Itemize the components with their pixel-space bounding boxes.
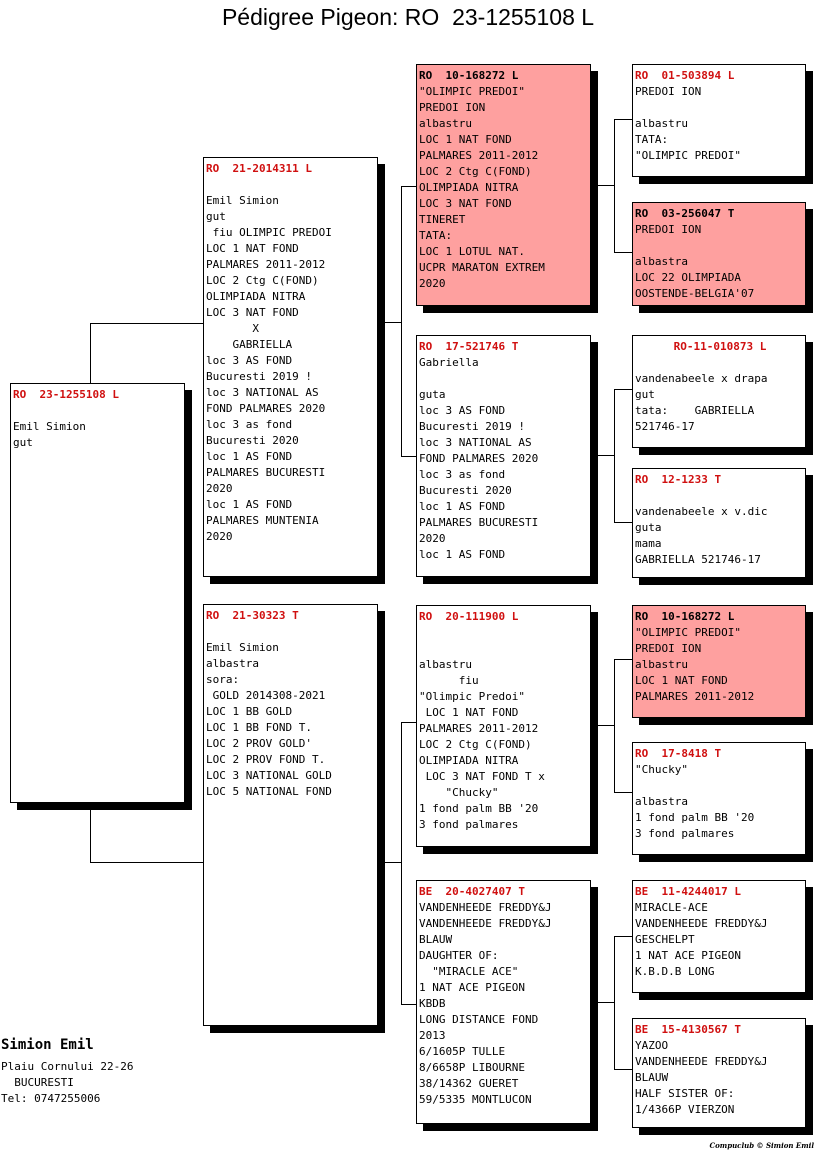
ring-number: RO 10-168272 L — [635, 610, 735, 623]
pigeon-info-line: LOC 1 NAT FOND — [419, 706, 519, 719]
pigeon-info-line: KBDB — [419, 997, 446, 1010]
pigeon-info-line: FOND PALMARES 2020 — [206, 402, 326, 415]
pigeon-info-line: LOC 3 NAT FOND — [419, 197, 512, 210]
pigeon-info-line: "Chucky" — [419, 786, 499, 799]
pigeon-card-sire-dam[interactable] — [416, 335, 591, 577]
connector-line — [614, 659, 615, 793]
pigeon-info-line — [635, 488, 805, 504]
pigeon-info-line: FOND PALMARES 2020 — [419, 452, 539, 465]
pigeon-info-line — [206, 177, 377, 193]
pigeon-info-line: 59/5335 MONTLUCON — [419, 1093, 532, 1106]
pigeon-info-line: GOLD 2014308-2021 — [206, 689, 326, 702]
pigeon-info-line: sora: — [206, 673, 240, 686]
pigeon-info-line: OOSTENDE-BELGIA'07 — [635, 287, 755, 300]
pigeon-info-line: OLIMPIADA NITRA — [206, 290, 306, 303]
pigeon-info-line: "Olimpic Predoi" — [419, 690, 525, 703]
pigeon-info-line: TATA: — [419, 229, 453, 242]
pigeon-info-line: albastru — [419, 658, 472, 671]
pigeon-info-line: loc 3 as fond — [419, 468, 506, 481]
pigeon-info-line: gut — [635, 388, 655, 401]
pigeon-info-line: 1/4366P VIERZON — [635, 1103, 735, 1116]
pigeon-info-line: albastru — [635, 117, 688, 130]
ring-number: RO-11-010873 L — [673, 340, 767, 353]
pigeon-info-line: GABRIELLA 521746-17 — [635, 553, 761, 566]
pigeon-info-line: fiu OLIMPIC PREDOI — [206, 226, 332, 239]
pigeon-info-line: albastru — [419, 117, 472, 130]
pigeon-info-line: LOC 2 Ctg C(FOND) — [419, 738, 532, 751]
pigeon-info-line: VANDENHEEDE FREDDY&J — [635, 917, 768, 930]
pigeon-card-sire-dam-sire[interactable] — [632, 335, 806, 448]
connector-line — [614, 659, 633, 660]
ring-number: BE 20-4027407 T — [419, 885, 525, 898]
pigeon-info-line: 38/14362 GUERET — [419, 1077, 519, 1090]
pigeon-info-line: loc 1 AS FOND — [206, 450, 293, 463]
ring-number: RO 01-503894 L — [635, 69, 735, 82]
pigeon-info-line: "MIRACLE ACE" — [419, 965, 519, 978]
pigeon-info-line: PALMARES 2011-2012 — [206, 258, 326, 271]
pigeon-info-line: Bucuresti 2019 ! — [206, 370, 312, 383]
pigeon-info-line: PALMARES 2011-2012 — [419, 149, 539, 162]
pigeon-info-line: "OLIMPIC PREDOI" — [635, 149, 741, 162]
pigeon-info-line: 2020 — [206, 530, 233, 543]
pigeon-info-line: Emil Simion — [206, 641, 279, 654]
pigeon-info-line: Bucuresti 2019 ! — [419, 420, 525, 433]
pigeon-info-line: loc 3 NATIONAL AS — [419, 436, 532, 449]
pigeon-info-line: GESCHELPT — [635, 933, 695, 946]
pigeon-info-line — [635, 355, 805, 371]
pigeon-info-line: albastru — [635, 658, 688, 671]
connector-line — [401, 186, 402, 457]
ring-number: BE 11-4244017 L — [635, 885, 741, 898]
pigeon-info-line: fiu — [419, 674, 479, 687]
pigeon-info-line: LOC 3 NAT FOND T x — [419, 770, 545, 783]
pigeon-info-line: LOC 1 BB FOND T. — [206, 721, 312, 734]
owner-name: Simion Emil — [1, 1037, 94, 1053]
pigeon-info-line: PALMARES BUCURESTI — [419, 516, 539, 529]
pigeon-info-line: LOC 22 OLIMPIADA — [635, 271, 741, 284]
pigeon-info-line: BLAUW — [419, 933, 453, 946]
pigeon-info-line: 2020 — [419, 277, 446, 290]
pigeon-info-line: 6/1605P TULLE — [419, 1045, 506, 1058]
connector-line — [614, 389, 633, 390]
pigeon-card-sire-sire[interactable] — [416, 64, 591, 306]
pigeon-info-line — [206, 624, 377, 640]
connector-line — [590, 1002, 615, 1003]
pigeon-info-line: LOC 3 NAT FOND — [206, 306, 299, 319]
pigeon-info-line: tata: GABRIELLA — [635, 404, 755, 417]
pigeon-info-line: 1 NAT ACE PIGEON — [419, 981, 525, 994]
owner-block — [1, 1037, 133, 1107]
connector-line — [377, 862, 402, 863]
pigeon-info-line: LOC 1 LOTUL NAT. — [419, 245, 525, 258]
pigeon-card-dam-dam-dam[interactable] — [632, 1018, 806, 1128]
pigeon-info-line: loc 3 AS FOND — [419, 404, 506, 417]
pigeon-info-line: HALF SISTER OF: — [635, 1087, 735, 1100]
connector-line — [377, 322, 402, 323]
pigeon-info-line: LOC 2 Ctg C(FOND) — [206, 274, 319, 287]
pigeon-card-dam-sire[interactable] — [416, 605, 591, 847]
pigeon-info-line: PREDOI ION — [635, 223, 702, 236]
pigeon-info-line: "OLIMPIC PREDOI" — [419, 85, 525, 98]
pigeon-info-line: BLAUW — [635, 1071, 669, 1084]
connector-line — [614, 522, 633, 523]
pigeon-info-line: TINERET — [419, 213, 466, 226]
pigeon-info-line: LOC 2 PROV GOLD' — [206, 737, 312, 750]
connector-line — [590, 185, 615, 186]
pigeon-info-line: guta — [635, 521, 662, 534]
pigeon-info-line: PREDOI ION — [635, 642, 702, 655]
ring-number: RO 21-2014311 L — [206, 162, 312, 175]
pigeon-info-line: loc 3 as fond — [206, 418, 293, 431]
pigeon-info-line: LOC 2 Ctg C(FOND) — [419, 165, 532, 178]
pigeon-info-line: loc 1 AS FOND — [419, 500, 506, 513]
connector-line — [614, 389, 615, 523]
pigeon-card-dam[interactable] — [203, 604, 378, 1026]
connector-line — [590, 455, 615, 456]
owner-address: Plaiu Cornului 22-26 — [1, 1060, 134, 1073]
pigeon-info-line: 8/6658P LIBOURNE — [419, 1061, 525, 1074]
pigeon-info-line: mama — [635, 537, 662, 550]
pigeon-info-line: PALMARES 2011-2012 — [419, 722, 539, 735]
pigeon-info-line: PREDOI ION — [419, 101, 486, 114]
pigeon-info-line: vandenabeele x v.dic — [635, 505, 768, 518]
pigeon-info-line — [419, 625, 590, 641]
pigeon-info-line: YAZOO — [635, 1039, 669, 1052]
connector-line — [90, 810, 91, 863]
page-title: Pédigree Pigeon: RO 23-1255108 L — [221, 4, 595, 30]
pigeon-info-line: VANDENHEEDE FREDDY&J — [419, 917, 552, 930]
pigeon-info-line: Emil Simion — [13, 420, 86, 433]
pigeon-info-line: LOC 1 NAT FOND — [635, 674, 728, 687]
pigeon-info-line: albastra — [635, 255, 688, 268]
ring-number: RO 17-8418 T — [635, 747, 722, 760]
pigeon-card-sire-sire-sire[interactable] — [632, 64, 806, 177]
pigeon-card-dam-dam[interactable] — [416, 880, 591, 1124]
pigeon-info-line: LONG DISTANCE FOND — [419, 1013, 539, 1026]
pigeon-info-line: UCPR MARATON EXTREM — [419, 261, 545, 274]
connector-line — [401, 722, 417, 723]
pigeon-info-line: GABRIELLA — [206, 338, 293, 351]
pigeon-info-line: OLIMPIADA NITRA — [419, 754, 519, 767]
credit-text: Compuclub © Simion Emil — [709, 1141, 814, 1150]
ring-number: BE 15-4130567 T — [635, 1023, 741, 1036]
connector-line — [614, 119, 615, 253]
pigeon-info-line: albastra — [635, 795, 688, 808]
pigeon-card-dam-sire-dam[interactable] — [632, 742, 806, 855]
pigeon-info-line: Bucuresti 2020 — [206, 434, 299, 447]
connector-line — [401, 186, 417, 187]
connector-line — [614, 119, 633, 120]
pigeon-info-line: VANDENHEEDE FREDDY&J — [419, 901, 552, 914]
pigeon-info-line: OLIMPIADA NITRA — [419, 181, 519, 194]
pigeon-info-line: 521746-17 — [635, 420, 695, 433]
pigeon-info-line: TATA: — [635, 133, 669, 146]
pigeon-info-line: guta — [419, 388, 446, 401]
pigeon-info-line: LOC 5 NATIONAL FOND — [206, 785, 332, 798]
pigeon-info-line: 3 fond palmares — [635, 827, 735, 840]
pigeon-info-line: loc 1 AS FOND — [419, 548, 506, 561]
ring-number: RO 20-111900 L — [419, 610, 519, 623]
owner-phone: Tel: 0747255006 — [1, 1092, 101, 1105]
pigeon-info-line — [635, 238, 805, 254]
ring-number: RO 03-256047 T — [635, 207, 735, 220]
connector-line — [614, 936, 633, 937]
connector-line — [590, 725, 615, 726]
pigeon-info-line — [635, 778, 805, 794]
connector-line — [614, 936, 615, 1070]
pigeon-info-line: LOC 1 BB GOLD — [206, 705, 293, 718]
ring-number: RO 21-30323 T — [206, 609, 299, 622]
pigeon-card-sire-sire-dam[interactable] — [632, 202, 806, 306]
pigeon-info-line: "OLIMPIC PREDOI" — [635, 626, 741, 639]
pigeon-info-line: LOC 1 NAT FOND — [419, 133, 512, 146]
connector-line — [90, 323, 91, 384]
pigeon-info-line: LOC 3 NATIONAL GOLD — [206, 769, 332, 782]
pigeon-info-line: loc 3 NATIONAL AS — [206, 386, 319, 399]
pigeon-info-line: Bucuresti 2020 — [419, 484, 512, 497]
pigeon-info-line: PALMARES MUNTENIA — [206, 514, 319, 527]
pigeon-info-line: DAUGHTER OF: — [419, 949, 499, 962]
pigeon-info-line — [419, 371, 590, 387]
pigeon-info-line: loc 1 AS FOND — [206, 498, 293, 511]
pigeon-card-dam-dam-sire[interactable] — [632, 880, 806, 993]
connector-line — [90, 862, 204, 863]
pigeon-info-line: 2020 — [419, 532, 446, 545]
pigeon-info-line: 3 fond palmares — [419, 818, 519, 831]
ring-number: RO 17-521746 T — [419, 340, 519, 353]
pigeon-card-dam-sire-sire[interactable] — [632, 605, 806, 718]
pigeon-info-line: 1 fond palm BB '20 — [635, 811, 755, 824]
connector-line — [614, 792, 633, 793]
pigeon-info-line: Gabriella — [419, 356, 479, 369]
pigeon-info-line: vandenabeele x drapa — [635, 372, 768, 385]
pigeon-info-line: 2020 — [206, 482, 233, 495]
pigeon-info-line: 1 fond palm BB '20 — [419, 802, 539, 815]
pigeon-info-line: gut — [206, 210, 226, 223]
pigeon-info-line — [635, 100, 805, 116]
connector-line — [401, 722, 402, 1005]
pigeon-info-line: K.B.D.B LONG — [635, 965, 715, 978]
pigeon-card-sire[interactable] — [203, 157, 378, 577]
owner-city: BUCURESTI — [1, 1076, 74, 1089]
pigeon-info-line: MIRACLE-ACE — [635, 901, 708, 914]
pigeon-info-line: X — [206, 322, 259, 335]
connector-line — [614, 252, 633, 253]
pigeon-info-line — [419, 641, 590, 657]
pigeon-info-line: LOC 2 PROV FOND T. — [206, 753, 326, 766]
pigeon-info-line: loc 3 AS FOND — [206, 354, 293, 367]
pigeon-info-line: PALMARES 2011-2012 — [635, 690, 755, 703]
ring-number: RO 23-1255108 L — [13, 388, 119, 401]
pigeon-info-line: 1 NAT ACE PIGEON — [635, 949, 741, 962]
connector-line — [401, 1004, 417, 1005]
pigeon-info-line: "Chucky" — [635, 763, 688, 776]
pigeon-info-line: albastra — [206, 657, 259, 670]
pigeon-info-line: VANDENHEEDE FREDDY&J — [635, 1055, 768, 1068]
connector-line — [614, 1069, 633, 1070]
connector-line — [90, 323, 204, 324]
pigeon-info-line: 2013 — [419, 1029, 446, 1042]
pigeon-info-line — [13, 403, 184, 419]
pigeon-card-sire-dam-dam[interactable] — [632, 468, 806, 578]
pigeon-info-line: gut — [13, 436, 33, 449]
pigeon-info-line: PREDOI ION — [635, 85, 702, 98]
pigeon-card-subject[interactable] — [10, 383, 185, 803]
pigeon-info-line: LOC 1 NAT FOND — [206, 242, 299, 255]
connector-line — [401, 456, 417, 457]
pigeon-info-line: PALMARES BUCURESTI — [206, 466, 326, 479]
pigeon-info-line: Emil Simion — [206, 194, 279, 207]
ring-number: RO 10-168272 L — [419, 69, 519, 82]
ring-number: RO 12-1233 T — [635, 473, 722, 486]
